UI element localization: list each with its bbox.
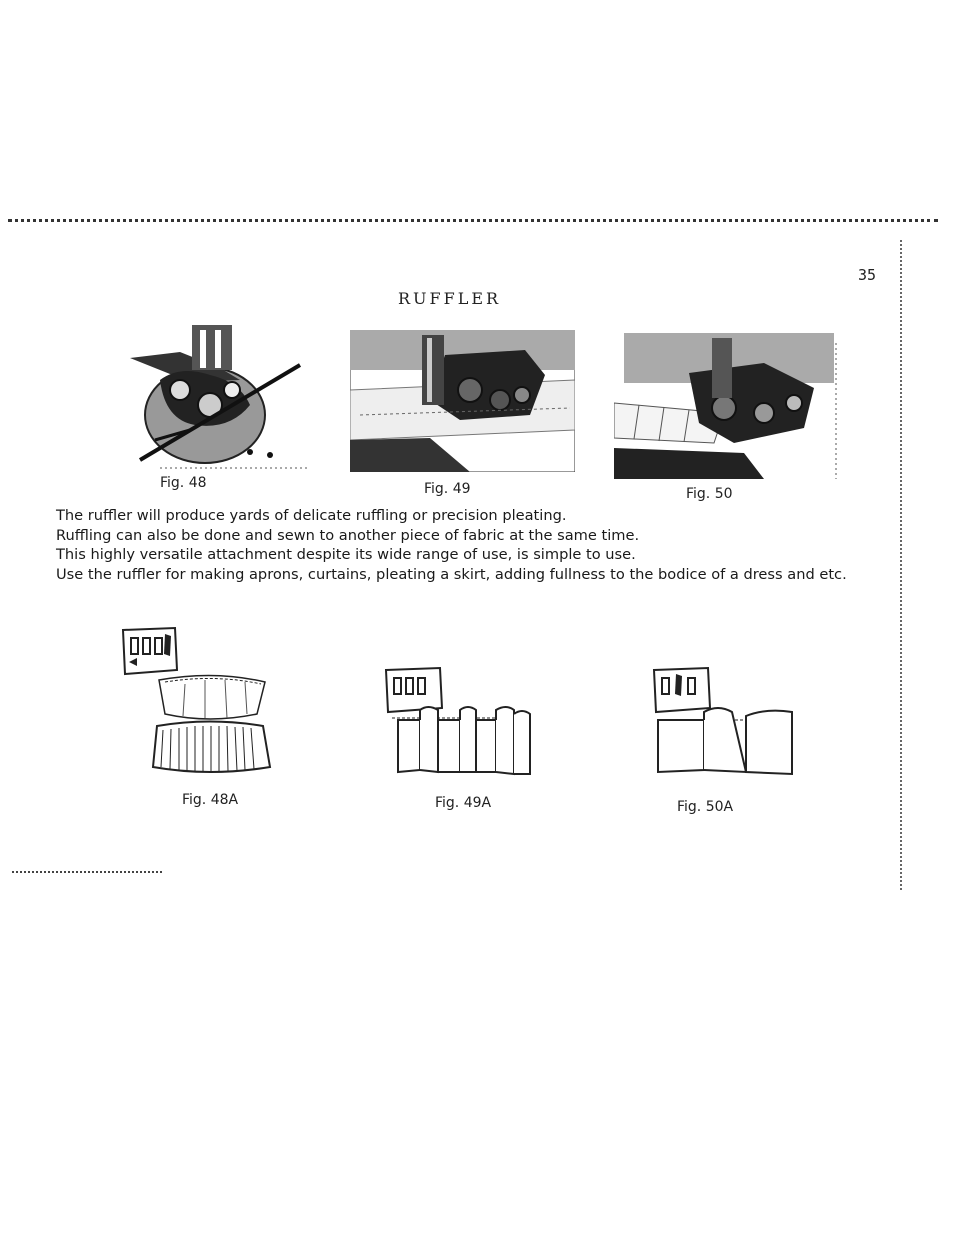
page-number: 35 [858, 266, 877, 284]
fig49-caption: Fig. 49 [424, 481, 471, 497]
fig49a-caption: Fig. 49A [435, 795, 492, 811]
fig50-photo [614, 333, 839, 479]
fig48-caption: Fig. 48 [160, 475, 207, 491]
page-edge-line [900, 240, 902, 890]
paragraph-2: Ruffling can also be done and sewn to another piece of fabric at the same time. [56, 526, 640, 544]
paragraph-4: Use the ruffler for making aprons, curtains, pleating a skirt, adding fullness to the bodice of a dress and etc. [56, 565, 847, 583]
fig50a-caption: Fig. 50A [677, 799, 734, 815]
fig48-photo [100, 320, 315, 470]
paragraph-1: The ruffler will produce yards of delicate ruffling or precision pleating. [56, 507, 567, 524]
fig49a-diagram [380, 660, 540, 780]
fig49-photo [350, 330, 575, 472]
fig48a-diagram [115, 622, 285, 787]
fig50-caption: Fig. 50 [686, 486, 733, 502]
page-title: RUFFLER [398, 289, 502, 308]
bottom-rule [12, 871, 162, 873]
paragraph-3: This highly versatile attachment despite its wide range of use, is simple to use. [56, 546, 636, 564]
fig50a-diagram [648, 660, 798, 780]
top-rule [8, 219, 938, 222]
fig48a-caption: Fig. 48A [182, 792, 239, 808]
body-text [56, 506, 876, 584]
